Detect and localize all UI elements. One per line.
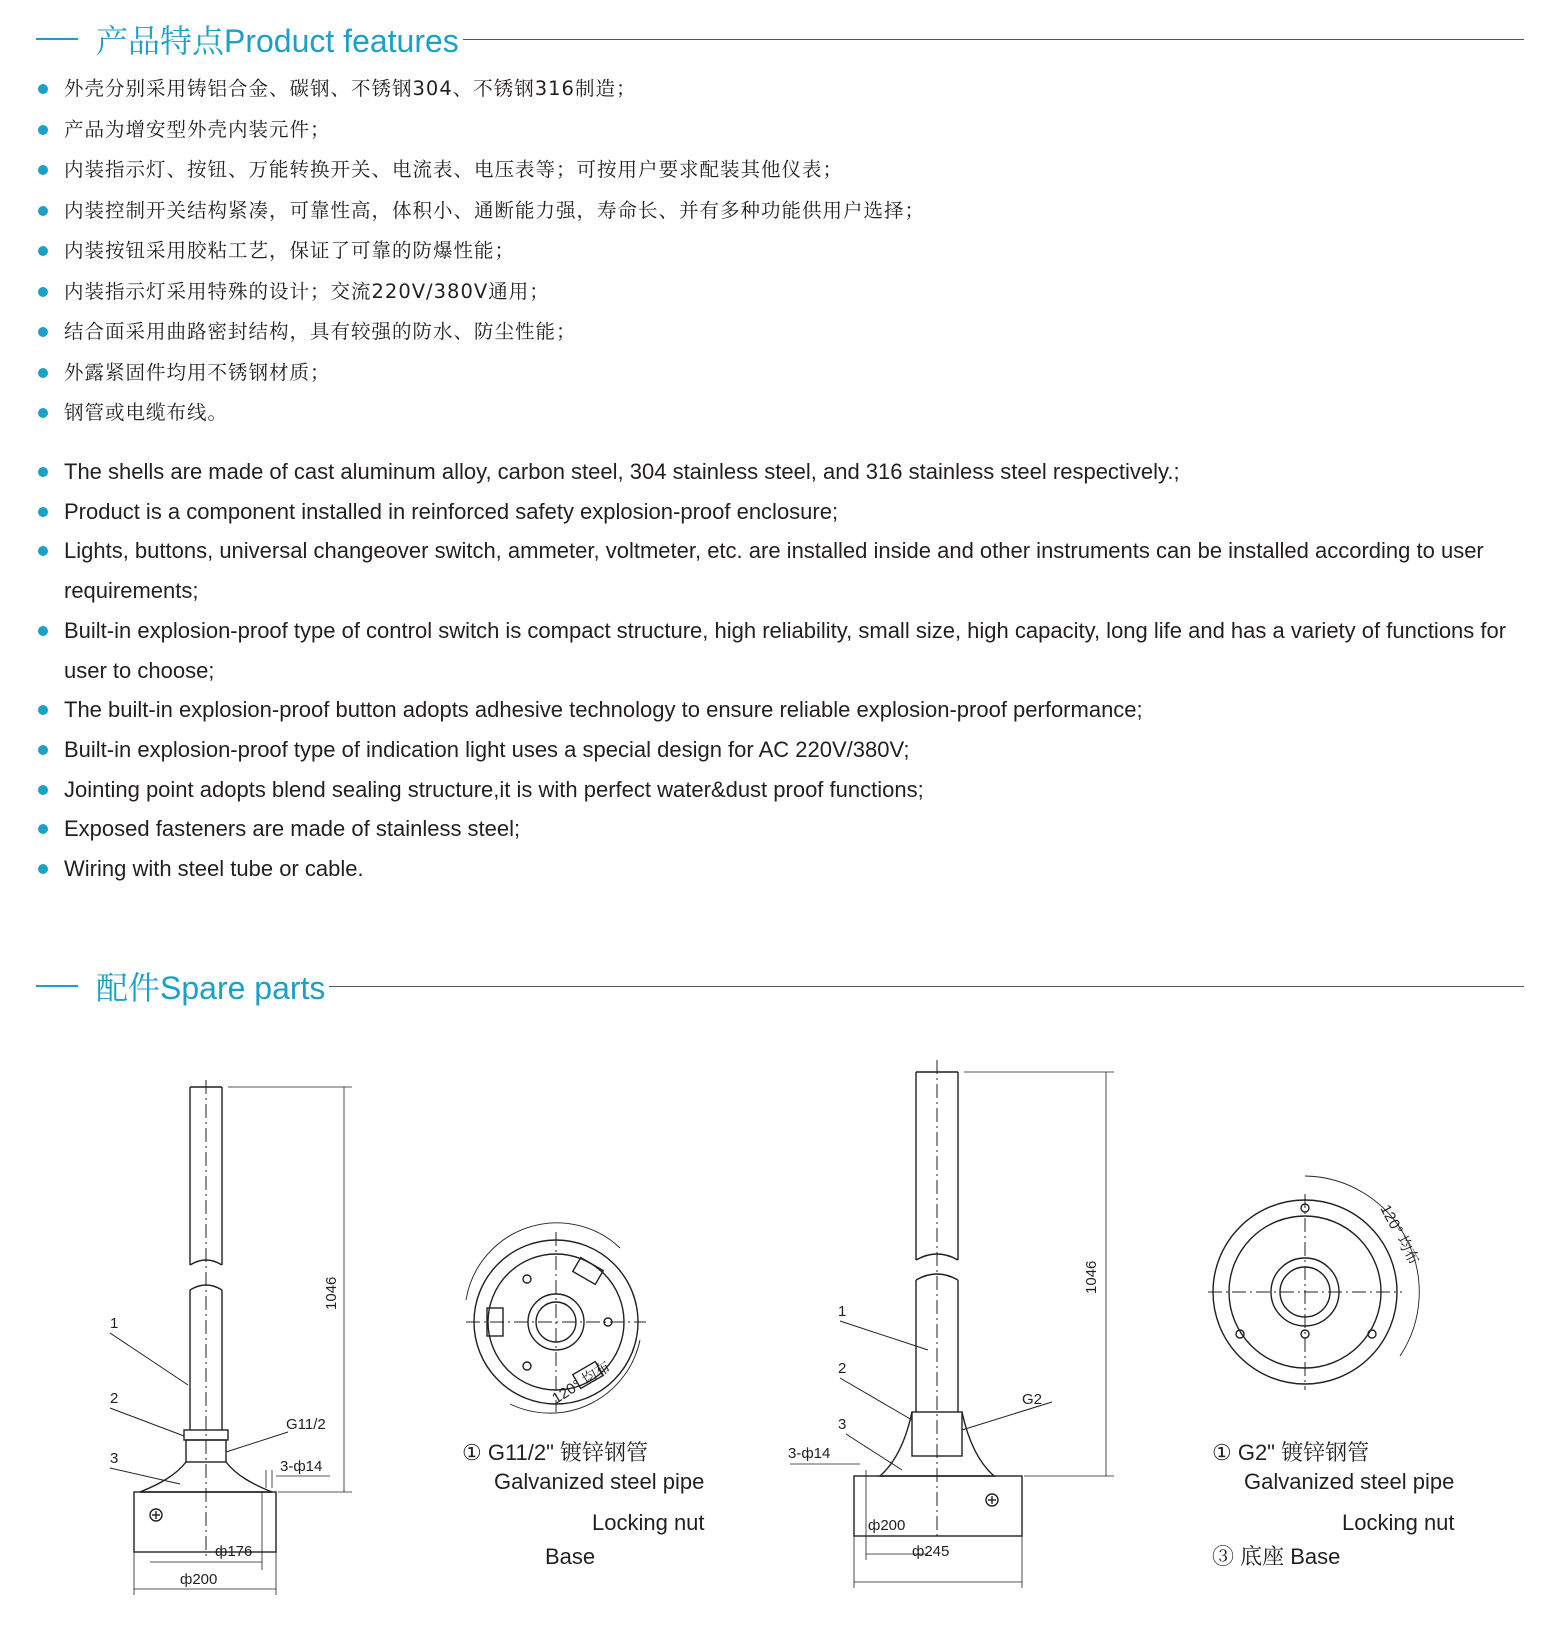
angle-label: 120° 均布 <box>549 1358 614 1408</box>
features-header <box>36 17 1524 61</box>
thread-label: G2 <box>1022 1391 1043 1408</box>
features-list-en <box>36 452 1526 889</box>
list-item: 内装指示灯、按钮、万能转换开关、电流表、电压表等；可按用户要求配装其他仪表； <box>36 150 1526 191</box>
bullet-icon <box>38 327 48 337</box>
part-label-2: 2 <box>110 1390 119 1407</box>
spare-parts-title: 配件Spare parts <box>96 970 326 1006</box>
bullet-icon <box>38 785 48 795</box>
part-label-3: 3 <box>838 1416 847 1433</box>
bullet-icon <box>38 246 48 256</box>
bullet-icon <box>38 287 48 297</box>
list-item: 内装指示灯采用特殊的设计；交流220V/380V通用； <box>36 272 1526 313</box>
list-item: 结合面采用曲路密封结构，具有较强的防水、防尘性能； <box>36 312 1526 353</box>
caption-base: Base <box>545 1544 596 1569</box>
part-label-1: 1 <box>110 1315 119 1332</box>
bullet-icon <box>38 84 48 94</box>
header-dash <box>36 38 78 40</box>
caption-base: ③ 底座 Base <box>1212 1544 1341 1569</box>
bullet-icon <box>38 125 48 135</box>
list-item: Wiring with steel tube or cable. <box>36 849 1526 889</box>
list-item: 外壳分别采用铸铝合金、碳钢、不锈钢304、不锈钢316制造； <box>36 69 1526 110</box>
angle-label: 120° 均布 <box>1376 1201 1423 1268</box>
bullet-icon <box>38 206 48 216</box>
features-title: 产品特点Product features <box>96 23 459 59</box>
caption-pipe-cn: ① G2" 镀锌钢管 <box>1212 1440 1370 1465</box>
base-plan-drawing-1 <box>466 1223 646 1413</box>
inner-diameter-label: ф176 <box>215 1543 253 1560</box>
part-label-1: 1 <box>838 1303 847 1320</box>
list-item: Jointing point adopts blend sealing structure,it is with perfect water&dust proof functions; <box>36 770 1526 810</box>
list-item: Built-in explosion-proof type of indication light uses a special design for AC 220V/380V; <box>36 730 1526 770</box>
thread-label: G11/2 <box>286 1416 326 1433</box>
bullet-icon <box>38 745 48 755</box>
height-dimension: 1046 <box>323 1276 340 1310</box>
bullet-icon <box>38 467 48 477</box>
bullet-icon <box>38 705 48 715</box>
header-rule <box>463 39 1524 40</box>
list-item: Exposed fasteners are made of stainless steel; <box>36 809 1526 849</box>
list-item: 外露紧固件均用不锈钢材质； <box>36 353 1526 394</box>
caption-nut: Locking nut <box>592 1510 705 1535</box>
bullet-icon <box>38 546 48 556</box>
caption-pipe-en: Galvanized steel pipe <box>1244 1469 1455 1494</box>
caption-pipe-en: Galvanized steel pipe <box>494 1469 705 1494</box>
bullet-icon <box>38 408 48 418</box>
height-dimension: 1046 <box>1083 1260 1100 1294</box>
part-label-3: 3 <box>110 1450 119 1467</box>
pipe-elevation-drawing-1 <box>110 1080 352 1595</box>
bullet-icon <box>38 507 48 517</box>
list-item: Built-in explosion-proof type of control switch is compact structure, high reliability, small size, high capacity, long life and has a variety of functions for user to choose; <box>36 611 1526 690</box>
bullet-icon <box>38 626 48 636</box>
holes-label: 3-ф14 <box>280 1458 323 1475</box>
bullet-icon <box>38 368 48 378</box>
header-dash <box>36 985 78 987</box>
bullet-icon <box>38 824 48 834</box>
list-item: Product is a component installed in reinforced safety explosion-proof enclosure; <box>36 492 1526 532</box>
part-label-2: 2 <box>838 1360 847 1377</box>
spare-parts-drawings <box>0 1010 1546 1629</box>
pipe-elevation-drawing-2 <box>790 1060 1114 1588</box>
list-item: Lights, buttons, universal changeover switch, ammeter, voltmeter, etc. are installed inside and other instruments can be installed according to user requirements; <box>36 531 1526 610</box>
list-item: The built-in explosion-proof button adopts adhesive technology to ensure reliable explosion-proof performance; <box>36 690 1526 730</box>
caption-pipe-cn: ① G11/2" 镀锌钢管 <box>462 1440 649 1465</box>
list-item: The shells are made of cast aluminum alloy, carbon steel, 304 stainless steel, and 316 stainless steel respectively.; <box>36 452 1526 492</box>
list-item: 钢管或电缆布线。 <box>36 393 1526 434</box>
list-item: 产品为增安型外壳内装元件； <box>36 110 1526 151</box>
bullet-icon <box>38 864 48 874</box>
inner-diameter-label: ф200 <box>868 1517 906 1534</box>
header-rule <box>329 986 1524 987</box>
bullet-icon <box>38 165 48 175</box>
spare-parts-header <box>36 964 1524 1008</box>
caption-nut: Locking nut <box>1342 1510 1455 1535</box>
list-item: 内装按钮采用胶粘工艺，保证了可靠的防爆性能； <box>36 231 1526 272</box>
list-item: 内装控制开关结构紧凑，可靠性高，体积小、通断能力强，寿命长、并有多种功能供用户选择； <box>36 191 1526 232</box>
outer-diameter-label: ф245 <box>912 1543 950 1560</box>
outer-diameter-label: ф200 <box>180 1571 218 1588</box>
features-list-cn <box>36 69 1526 434</box>
holes-label: 3-ф14 <box>788 1445 831 1462</box>
